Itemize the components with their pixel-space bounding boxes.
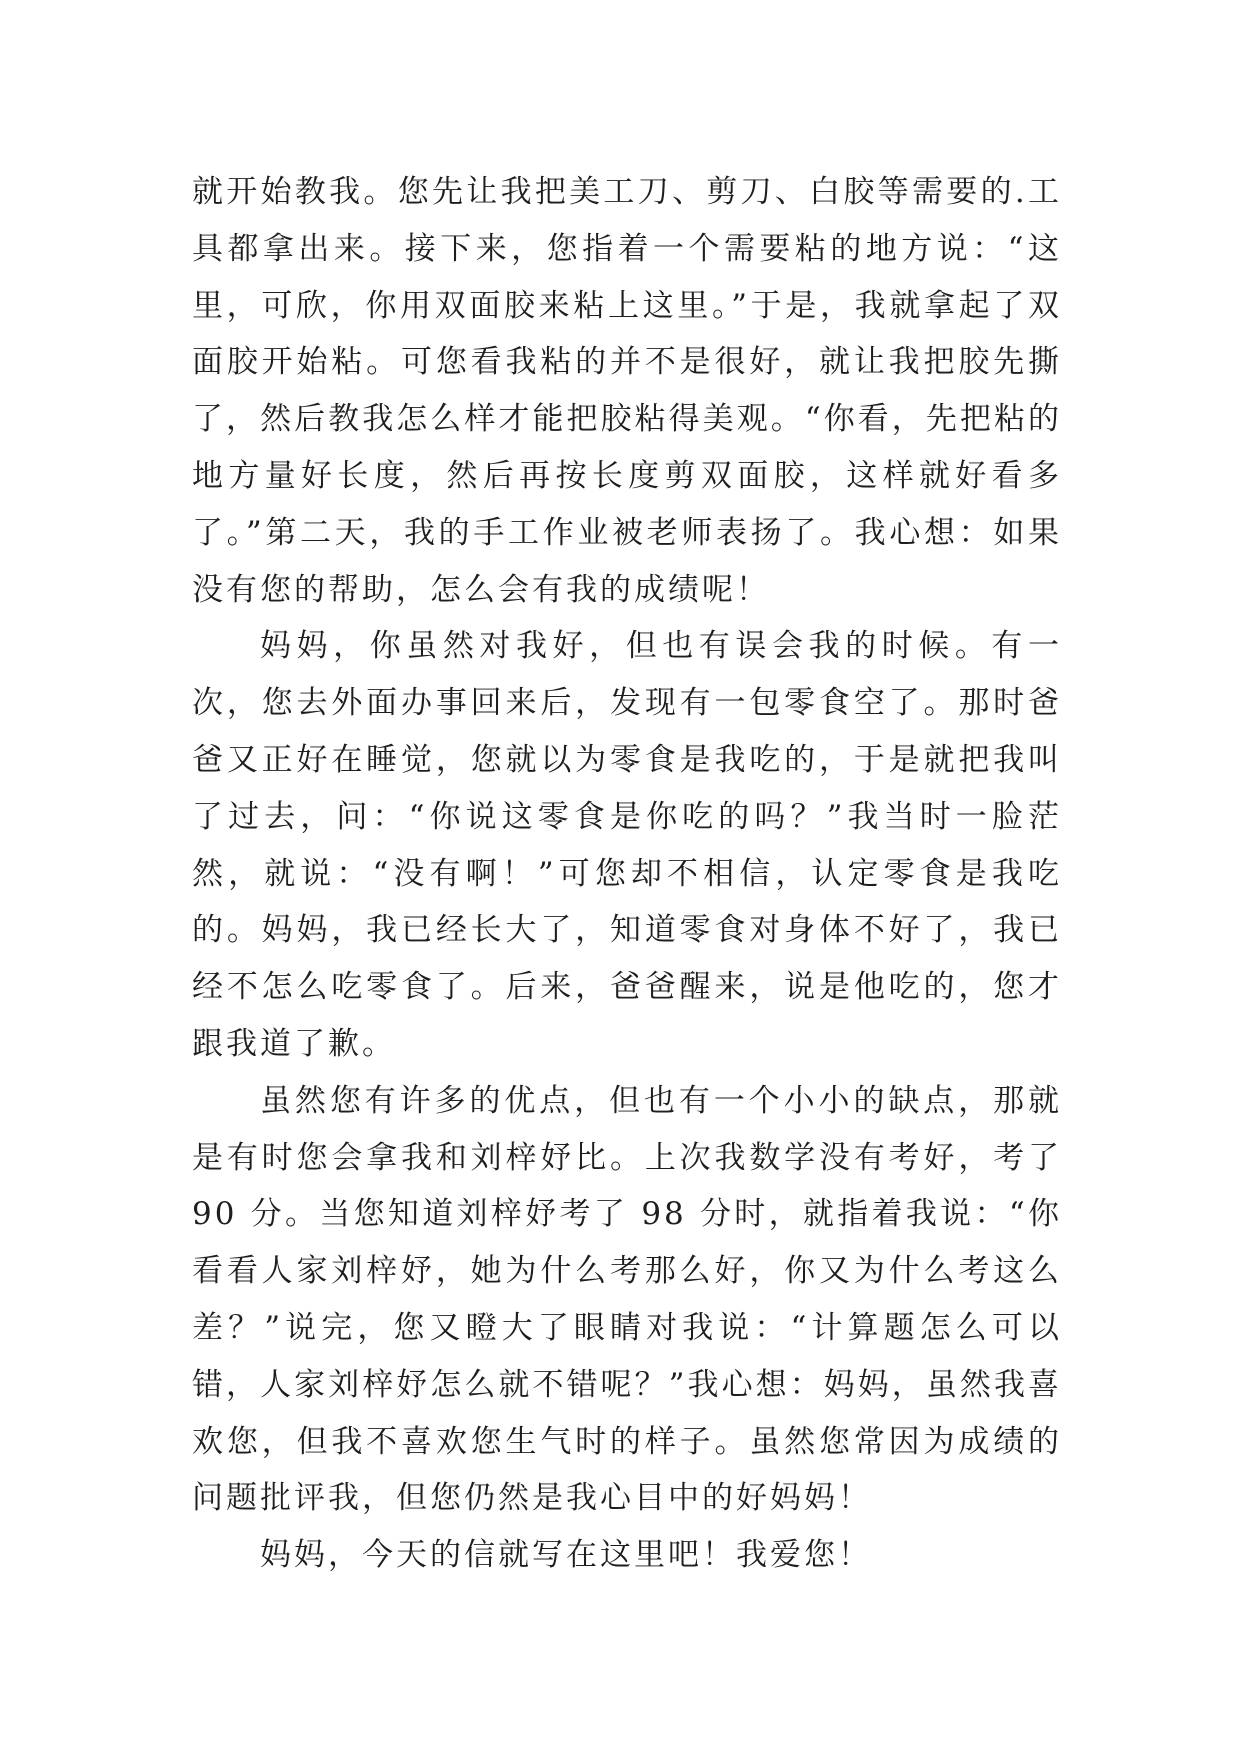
paragraph-3: 虽然您有许多的优点，但也有一个小小的缺点，那就是有时您会拿我和刘梓妤比。上次我数学没有考好，考了 90 分。当您知道刘梓妤考了 98 分时，就指着我说：“你看看人家刘梓妤，她为什么考那么好，你又为什么考这么差？”说完，您又瞪大了眼睛对我说：“计算题怎么可以错，人家刘梓妤怎么就不错呢？”我心想：妈妈，虽然我喜欢您，但我不喜欢您生气时的样子。虽然您常因为成绩的问题批评我，但您仍然是我心目中的好妈妈！ [192,1082,1062,1517]
letter-body [192,164,1062,1584]
paragraph-4: 妈妈，今天的信就写在这里吧！我爱您！ [260,1537,872,1574]
paragraph-2: 妈妈，你虽然对我好，但也有误会我的时候。有一次，您去外面办事回来后，发现有一包零食空了。那时爸爸又正好在睡觉，您就以为零食是我吃的，于是就把我叫了过去，问：“你说这零食是你吃的吗？”我当时一脸茫然，就说：“没有啊！”可您却不相信，认定零食是我吃的。妈妈，我已经长大了，知道零食对身体不好了，我已经不怎么吃零食了。后来，爸爸醒来，说是他吃的，您才跟我道了歉。 [192,628,1062,1062]
paragraph-1: 就开始教我。您先让我把美工刀、剪刀、白胶等需要的.工具都拿出来。接下来，您指着一个需要粘的地方说：“这里，可欣，你用双面胶来粘上这里。”于是，我就拿起了双面胶开始粘。可您看我粘的并不是很好，就让我把胶先撕了，然后教我怎么样才能把胶粘得美观。“你看，先把粘的地方量好长度，然后再按长度剪双面胶，这样就好看多了。”第二天，我的手工作业被老师表扬了。我心想：如果没有您的帮助，怎么会有我的成绩呢！ [192,174,1062,608]
